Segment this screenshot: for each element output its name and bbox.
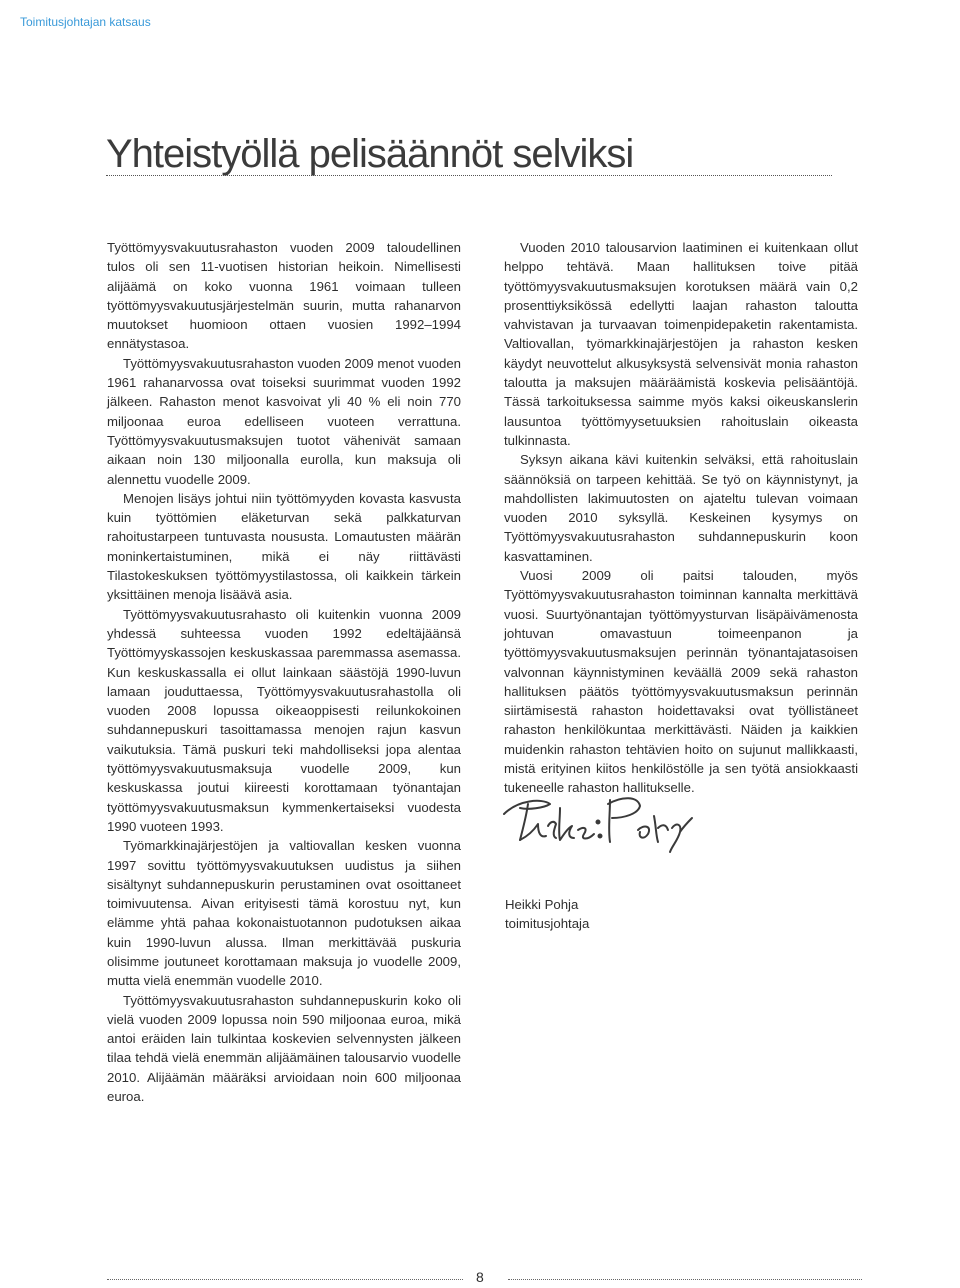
signatory-name: Heikki Pohja xyxy=(505,897,579,912)
section-label: Toimitusjohtajan katsaus xyxy=(20,15,151,29)
page-number: 8 xyxy=(476,1269,484,1285)
signatory xyxy=(505,895,589,933)
footer-rule-left xyxy=(107,1279,463,1280)
page-title: Yhteistyöllä pelisäännöt selviksi xyxy=(106,132,634,176)
signatory-role: toimitusjohtaja xyxy=(505,916,590,931)
paragraph: Työttömyysvakuutusrahaston vuoden 2009 menot vuoden 1961 rahanarvossa ovat toiseksi suurimmat vuoden 1992 jälkeen. Rahaston menot kasvoivat yli 40 % eli noin 770 miljoonaa euroa edelliseen vuoteen verrattuna. Työttömyysvakuutusmaksujen tuotot vähenivät samaan aikaan noin 130 miljoonalla eurolla, kun maksuja oli alennettu vuodelle 2009. xyxy=(107,355,461,487)
paragraph: Vuoden 2010 talousarvion laatiminen ei kuitenkaan ollut helppo tehtävä. Maan hallituksen toive pitää työttömyysvakuutusmaksujen korotuksen määrä vain 0,2 prosenttiyksikössä edellytti laajan rahaston taloutta vahvistavan ja turvaavan toimenpidepaketin rakentamista. Valtiovallan, työmarkkinajärjestöjen ja rahaston kesken käydyt neuvottelut alkusyksystä selvensivät monia rahaston taloutta ja maksujen määräämistä koskevia pelisääntöjä. Tässä tarkoituksessa saimme myös kaksi oikeuskanslerin lausuntoa työttömyysetuuksien rahoituslain oikeasta tulkinnasta. xyxy=(504,240,858,448)
handwritten-signature xyxy=(498,778,698,858)
footer-rule-right xyxy=(508,1279,862,1280)
paragraph: Työttömyysvakuutusrahasto oli kuitenkin vuonna 2009 yhdessä suhteessa vuoden 1992 edeltäjäänsä Työttömyyskassojen keskuskassaa paremmassa asemassa. Kun keskuskassalla ei ollut lainkaan säästöjä 1990-luvun lamaan jouduttaessa, Työttömyysvakuutusrahastolla oli vuoden 2008 lopussa oikeaoppisesti reilunkokoinen suhdannepuskuri tasoittamassa menojen rajun kasvun vaikutuksia. Tämä puskuri teki mahdolliseksi jopa alentaa työttömyysvakuutusmaksuja vuodelle 2009, kun keskuskassa joutui kiireesti korottamaan työnantajan työttömyysvakuutusmaksun kymmenkertaiseksi vuodesta 1990 vuoteen 1993. xyxy=(107,606,461,834)
left-column xyxy=(107,238,461,1106)
paragraph: Työmarkkinajärjestöjen ja valtiovallan kesken vuonna 1997 sovittu työttömyysvakuutuksen uudistus ja siihen sisältynyt suhdannepuskurin perustaminen ovat osoittaneet toimivuutensa. Aivan erityisesti tämä korostuu nyt, kun elämme yhtä pahaa kokonaistuotannon pudotuksen aikaa kuin 1990-luvun alussa. Ilman merkittävää puskuria olisimme joutuneet korottamaan maksuja jo vuodelle 2009, mutta vielä enemmän vuodelle 2010. xyxy=(107,838,461,989)
paragraph: Menojen lisäys johtui niin työttömyyden kovasta kasvusta kuin työttömien eläketurvan sekä palkkaturvan rahoitustarpeen tuntuvasta noususta. Lomautusten määrän moninkertaistuminen, mikä ei näy riittävästi Tilastokeskuksen työttömyystilastossa, oli kaikkein tärkein yksittäinen menoja lisäävä asia. xyxy=(107,490,461,603)
paragraph: Työttömyysvakuutusrahaston vuoden 2009 taloudellinen tulos oli sen 11-vuotisen historian heikoin. Nimellisesti alijäämä on koko vuonna 1961 voimaan tulleen työttömyysvakuutusjärjestelmän suurin, mutta rahanarvon muutokset huomioon ottaen vuosien 1992–1994 ennätystasoa. xyxy=(107,240,461,352)
right-column xyxy=(504,238,858,798)
paragraph: Syksyn aikana kävi kuitenkin selväksi, että rahoituslain säännöksiä on tarpeen kehittää. Se työ on käynnistynyt, ja mahdollisten lakimuutosten on ajateltu tulevan voimaan vuoden 2010 syksyllä. Keskeinen kysymys on Työttömyysvakuutusrahaston suhdannepuskurin koon kasvattaminen. xyxy=(504,452,858,564)
paragraph: Työttömyysvakuutusrahaston suhdannepuskurin koko oli vielä vuoden 2009 lopussa noin 590 miljoonaa euroa, mikä antoi eräiden lain tulkintaa koskevien selvennysten jälkeen tilaa tehdä vielä enemmän alijäämäinen talousarvio vuodelle 2010. Alijäämän määräksi arvioidaan noin 600 miljoonaa euroa. xyxy=(107,992,461,1105)
title-rule xyxy=(106,133,832,176)
paragraph: Vuosi 2009 oli paitsi talouden, myös Työttömyysvakuutusrahaston toiminnan kannalta merkittävä vuosi. Suurtyönantajan työttömyysturvan lisäpäivämenosta johtuvan omavastuun toimeenpanon ja työttömyysvakuutusmaksujen perinnän työnantajatasoisen valvonnan käynnistyminen keväällä 2009 sekä rahaston hallituksen päätös työttömyysvakuutusmaksun perinnän siirtämisestä rahaston hoidettavaksi ovat työllistäneet rahaston henkilökuntaa merkittävästi. Näiden ja kaikkien muidenkin rahaston tehtävien hoito on sujunut mallikkaasti, mistä erityinen kiitos henkilöstölle ja sen työtä ansiokkaasti tukeneelle rahaston hallitukselle. xyxy=(504,568,858,796)
